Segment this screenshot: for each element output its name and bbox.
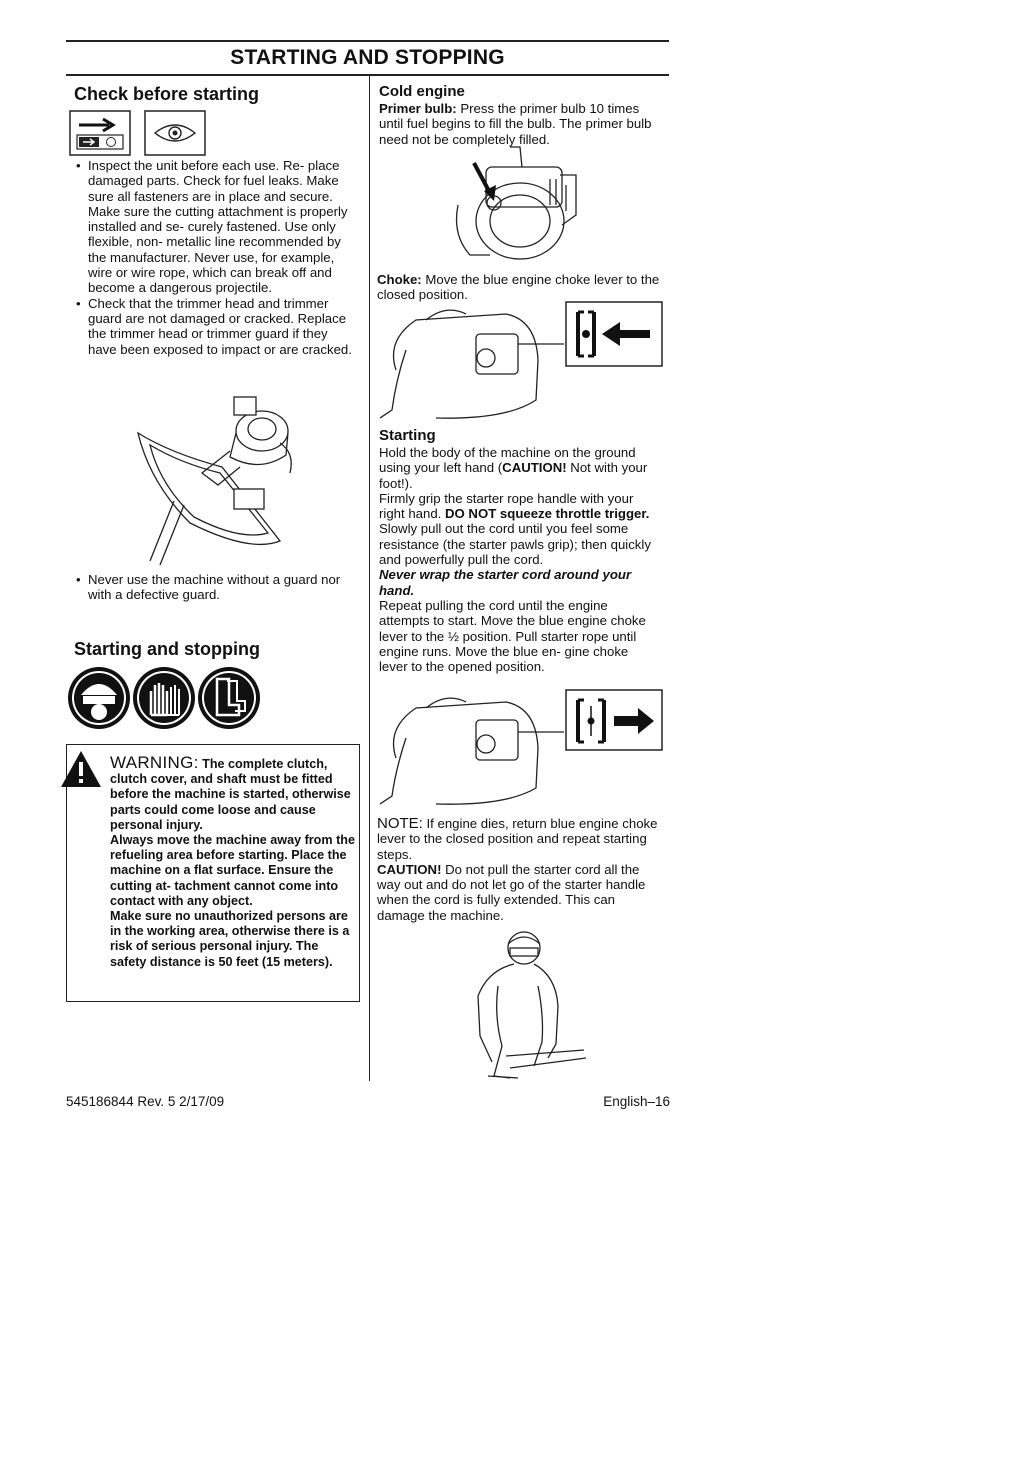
footer-page-number: English–16 [603, 1094, 670, 1109]
warning-paragraph-2: Always move the machine away from the refueling area before starting. Place the machine on a flat surface. Ensure the cutting at- tachment cannot come into contact with any object. [110, 833, 355, 908]
warning-title: WARNING: [110, 753, 199, 772]
warning-box [66, 744, 360, 1002]
starting-do-not-squeeze: DO NOT squeeze throttle trigger. [444, 506, 650, 522]
starting-caution: CAUTION! [502, 460, 567, 476]
engine-primer-illustration [450, 145, 580, 265]
caution-label: CAUTION! [377, 861, 442, 877]
ppe-icons [67, 665, 261, 731]
primer-bulb-text: Press the primer bulb 10 times until fuel begins to fill the bulb. The primer bulb need not be completely filled. [379, 101, 652, 147]
warning-triangle-icon [59, 749, 103, 789]
warning-paragraph-3: Make sure no unauthorized persons are in the working area, otherwise there is a risk of serious personal injury. The safety distance is 50 feet (15 meters). [110, 909, 350, 969]
check-before-starting-heading: Check before starting [74, 84, 260, 104]
manual-arrow-icon [70, 111, 130, 155]
choke-closed-icon [566, 302, 662, 366]
primer-bulb-paragraph [379, 101, 659, 147]
column-divider [369, 76, 370, 1081]
note-label: NOTE: [377, 815, 423, 832]
note-body: If engine dies, return blue engine choke lever to the closed position and repeat starting steps. [377, 816, 658, 862]
boots-icon [198, 667, 260, 729]
choke-text: Move the blue engine choke lever to the closed position. [377, 272, 660, 303]
page-title: STARTING AND STOPPING [230, 46, 505, 69]
warning-paragraph-1: The complete clutch, clutch cover, and shaft must be fitted before the machine is started, otherwise parts could come loose and cause personal injury. [110, 757, 351, 832]
choke-open-icon [566, 690, 662, 750]
trimmer-guard-illustration [130, 393, 300, 568]
check-bullet-list [74, 158, 356, 357]
primer-bulb-label: Primer bulb: [379, 101, 457, 116]
choke-open-illustration [376, 688, 666, 808]
gloves-icon [133, 667, 195, 729]
choke-label: Choke: [377, 272, 422, 287]
operator-starting-illustration [458, 926, 588, 1086]
note-text [377, 816, 662, 923]
choke-closed-illustration [376, 300, 666, 422]
cold-engine-heading: Cold engine [379, 83, 465, 100]
starting-text [379, 445, 659, 674]
starting-p2-c: Slowly pull out the cord until you feel some resistance (the starter pawls grip); then quickly and powerfully pull the cord. [379, 521, 651, 568]
starting-p1-a: Hold the body of the machine on the ground using your left hand ( [379, 445, 636, 476]
top-rule [66, 40, 669, 42]
choke-paragraph [377, 272, 660, 303]
starting-and-stopping-heading: Starting and stopping [74, 639, 260, 659]
guard-bullet-list [74, 572, 356, 603]
starting-p4: Repeat pulling the cord until the engine attempts to start. Move the blue engine choke lever to the ½ position. Pull starter rope until engine runs. Move the blue en- gine choke lever to the opened position. [379, 597, 646, 675]
helmet-ear-eye-protection-icon [68, 667, 130, 729]
footer-doc-number: 545186844 Rev. 5 2/17/09 [66, 1094, 225, 1109]
starting-never-wrap: Never wrap the starter cord around your hand. [379, 567, 632, 598]
caution-body: Do not pull the starter cord all the way out and do not let go of the starter handle when the cord is fully extended. This can damage the machine. [377, 861, 646, 923]
starting-p1-c: Not with your foot!). [379, 460, 648, 491]
starting-heading: Starting [379, 427, 436, 444]
list-item: • Inspect the unit before each use. Re- place damaged parts. Check for fuel leaks. Make sure all fasteners are in place and secure. Make sure the cutting attachment is properly installed and se- curely fastened. Use only flexible, non- metallic line recommended by the manufacturer. Never use, for example, wire or wire rope, which can break off and become a dangerous projectile. [74, 158, 356, 296]
starting-p2-a: Firmly grip the starter rope handle with your right hand. [379, 490, 634, 522]
title-rule [66, 74, 669, 76]
list-item: • Check that the trimmer head and trimmer guard are not damaged or cracked. Replace the trimmer head or trimmer guard if they have been exposed to impact or are cracked. [74, 296, 356, 357]
check-icons [69, 109, 209, 157]
list-item: • Never use the machine without a guard nor with a defective guard. [74, 572, 356, 603]
inspect-eye-icon [145, 111, 205, 155]
